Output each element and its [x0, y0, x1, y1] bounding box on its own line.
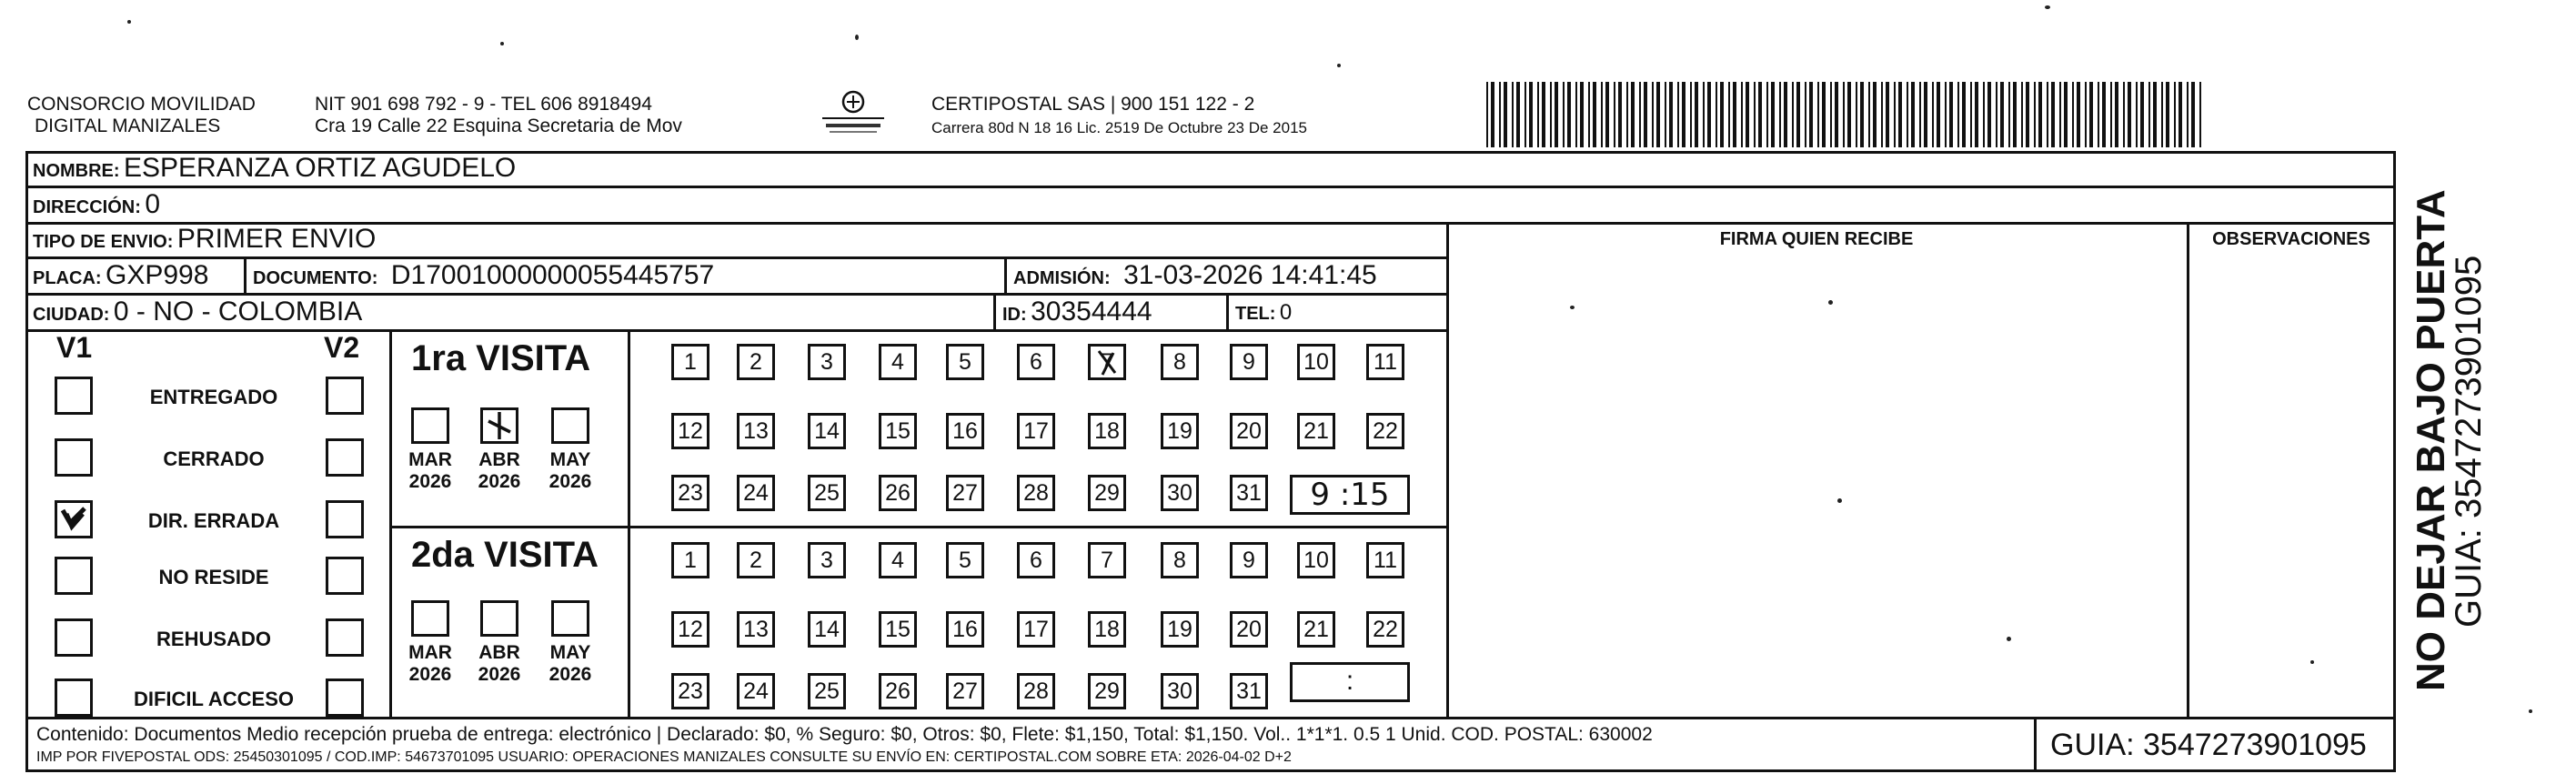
- barcode: [1483, 82, 2210, 147]
- v2-checkbox-cerrado[interactable]: [326, 438, 364, 477]
- visit1-day-12[interactable]: 12: [671, 413, 709, 449]
- tel-field: [1235, 300, 1292, 326]
- visit1-year-label: 2026: [478, 471, 521, 492]
- footer-contents: Contenido: Documentos Medio recepción prueba de entrega: electrónico | Declarado: $0, % Seguro: $0, Otros: $0, Flete: $1,150, Total: $1,150. Vol.. 1*1*1. 0.5 1 Unid. COD. POSTAL: 630002: [36, 724, 1653, 745]
- status-label-dir-errada: DIR. ERRADA: [147, 509, 280, 532]
- visit2-day-25[interactable]: 25: [808, 673, 846, 709]
- visit2-day-20[interactable]: 20: [1230, 611, 1268, 648]
- visit2-day-9[interactable]: 9: [1230, 542, 1268, 578]
- status-label-no-reside: NO RESIDE: [158, 566, 269, 588]
- visit1-day-3[interactable]: 3: [808, 344, 846, 380]
- visit1-day-5[interactable]: 5: [946, 344, 984, 380]
- courier-name: CERTIPOSTAL SAS | 900 151 122 - 2: [931, 94, 1255, 115]
- visit2-month-label: MAR: [408, 642, 452, 663]
- signature-area[interactable]: [1452, 262, 2181, 711]
- visit1-day-27[interactable]: 27: [946, 475, 984, 511]
- visit2-month-box-mar[interactable]: [411, 600, 449, 637]
- v2-checkbox-no-reside[interactable]: [326, 557, 364, 595]
- visit1-month-label: ABR: [478, 449, 520, 470]
- visit1-day-28[interactable]: 28: [1017, 475, 1055, 511]
- placa-label: PLACA:: [33, 268, 102, 288]
- v1-label: V1: [56, 331, 93, 364]
- visit2-day-13[interactable]: 13: [737, 611, 775, 648]
- visit2-title: 2da VISITA: [411, 535, 599, 575]
- ciudad-value: 0 - NO - COLOMBIA: [113, 297, 363, 327]
- visit1-day-8[interactable]: 8: [1161, 344, 1199, 380]
- visit1-day-2[interactable]: 2: [737, 344, 775, 380]
- visit1-day-29[interactable]: 29: [1088, 475, 1126, 511]
- visit1-day-24[interactable]: 24: [737, 475, 775, 511]
- tipo-envio-field: [33, 224, 376, 255]
- certipostal-logo: [817, 87, 890, 140]
- v1-checkbox-cerrado[interactable]: [55, 438, 93, 477]
- visit1-day-14[interactable]: 14: [808, 413, 846, 449]
- footer-guia: GUIA: 3547273901095: [2050, 728, 2367, 762]
- visit1-day-25[interactable]: 25: [808, 475, 846, 511]
- address-line: Cra 19 Calle 22 Esquina Secretaria de Mov: [315, 116, 682, 136]
- direccion-value: 0: [145, 189, 161, 219]
- visit1-day-7[interactable]: 7: [1088, 344, 1126, 380]
- status-label-dificil-acceso: DIFICIL ACCESO: [133, 688, 294, 710]
- id-field: [1002, 297, 1152, 327]
- visit2-day-21[interactable]: 21: [1297, 611, 1335, 648]
- v1-checkbox-entregado[interactable]: [55, 377, 93, 415]
- visit2-day-2[interactable]: 2: [737, 542, 775, 578]
- tipo-envio-value: PRIMER ENVIO: [176, 224, 377, 254]
- footer-print-info: IMP POR FIVEPOSTAL ODS: 25450301095 / COD.IMP: 54673701095 USUARIO: OPERACIONES MANIZALES CONSULTE SU ENVÍO EN: CERTIPOSTAL.COM SOBRE ETA: 2026-04-02 D+2: [36, 749, 1292, 765]
- visit1-day-9[interactable]: 9: [1230, 344, 1268, 380]
- documento-label: DOCUMENTO:: [253, 268, 378, 288]
- visit2-day-26[interactable]: 26: [879, 673, 917, 709]
- visit1-time[interactable]: 9 :15: [1290, 475, 1410, 515]
- visit2-day-8[interactable]: 8: [1161, 542, 1199, 578]
- firma-label: FIRMA QUIEN RECIBE: [1719, 229, 1914, 249]
- visit1-month-label: MAR: [408, 449, 452, 470]
- visit2-year-label: 2026: [478, 664, 521, 685]
- visit2-day-6[interactable]: 6: [1017, 542, 1055, 578]
- visit1-day-20[interactable]: 20: [1230, 413, 1268, 449]
- visit1-month-box-mar[interactable]: [411, 407, 449, 444]
- visit1-day-26[interactable]: 26: [879, 475, 917, 511]
- tipo-envio-label: TIPO DE ENVIO:: [33, 232, 174, 252]
- visit2-day-12[interactable]: 12: [671, 611, 709, 648]
- id-label: ID:: [1002, 305, 1027, 325]
- nombre-label: NOMBRE:: [33, 161, 120, 181]
- tel-label: TEL:: [1235, 304, 1276, 324]
- visit2-time[interactable]: :: [1290, 662, 1410, 702]
- visit2-day-1[interactable]: 1: [671, 542, 709, 578]
- visit1-day-11[interactable]: 11: [1366, 344, 1404, 380]
- v1-checkbox-no-reside[interactable]: [55, 557, 93, 595]
- visit2-day-30[interactable]: 30: [1161, 673, 1199, 709]
- tel-value: 0: [1279, 300, 1293, 325]
- v1-checkbox-dir-errada[interactable]: [55, 500, 93, 538]
- visit2-day-15[interactable]: 15: [879, 611, 917, 648]
- visit2-day-31[interactable]: 31: [1230, 673, 1268, 709]
- visit1-day-16[interactable]: 16: [946, 413, 984, 449]
- admision-value: 31-03-2026 14:41:45: [1123, 260, 1377, 290]
- v2-label: V2: [324, 331, 360, 364]
- visit1-day-15[interactable]: 15: [879, 413, 917, 449]
- visit1-title: 1ra VISITA: [411, 338, 591, 378]
- admision-field: [1013, 260, 1377, 291]
- visit2-month-label: MAY: [549, 642, 591, 663]
- visit2-day-5[interactable]: 5: [946, 542, 984, 578]
- visit1-day-30[interactable]: 30: [1161, 475, 1199, 511]
- ciudad-label: CIUDAD:: [33, 305, 110, 325]
- v2-checkbox-rehusado[interactable]: [326, 618, 364, 657]
- courier-address: Carrera 80d N 18 16 Lic. 2519 De Octubre 23 De 2015: [931, 119, 1307, 136]
- visit2-day-17[interactable]: 17: [1017, 611, 1055, 648]
- observations-area[interactable]: [2192, 262, 2390, 711]
- visit2-year-label: 2026: [408, 664, 452, 685]
- v1-checkbox-dificil-acceso[interactable]: [55, 678, 93, 717]
- visit2-day-28[interactable]: 28: [1017, 673, 1055, 709]
- v2-checkbox-entregado[interactable]: [326, 377, 364, 415]
- observaciones-label: OBSERVACIONES: [2212, 229, 2370, 249]
- visit1-month-box-abr[interactable]: [480, 407, 518, 444]
- visit1-day-mark: [1092, 346, 1124, 378]
- visit2-year-label: 2026: [548, 664, 592, 685]
- placa-field: [33, 260, 208, 291]
- status-label-entregado: ENTREGADO: [149, 386, 278, 408]
- visit2-day-19[interactable]: 19: [1161, 611, 1199, 648]
- visit1-day-31[interactable]: 31: [1230, 475, 1268, 511]
- visit1-day-17[interactable]: 17: [1017, 413, 1055, 449]
- visit1-day-13[interactable]: 13: [737, 413, 775, 449]
- v1-checkbox-rehusado[interactable]: [55, 618, 93, 657]
- visit2-day-11[interactable]: 11: [1366, 542, 1404, 578]
- visit1-day-23[interactable]: 23: [671, 475, 709, 511]
- org-name-line1: CONSORCIO MOVILIDAD: [27, 94, 256, 115]
- visit2-day-16[interactable]: 16: [946, 611, 984, 648]
- nit-line: NIT 901 698 792 - 9 - TEL 606 8918494: [315, 94, 652, 115]
- ciudad-field: [33, 297, 362, 327]
- visit2-day-29[interactable]: 29: [1088, 673, 1126, 709]
- visit2-day-18[interactable]: 18: [1088, 611, 1126, 648]
- visit1-day-19[interactable]: 19: [1161, 413, 1199, 449]
- visit2-month-box-may[interactable]: [551, 600, 589, 637]
- visit1-day-1[interactable]: 1: [671, 344, 709, 380]
- v2-checkbox-dir-errada[interactable]: [326, 500, 364, 538]
- visit1-day-18[interactable]: 18: [1088, 413, 1126, 449]
- visit1-year-label: 2026: [548, 471, 592, 492]
- visit2-day-4[interactable]: 4: [879, 542, 917, 578]
- visit2-day-14[interactable]: 14: [808, 611, 846, 648]
- visit2-day-22[interactable]: 22: [1366, 611, 1404, 648]
- placa-value: GXP998: [106, 260, 209, 290]
- documento-value: D17001000000055445757: [390, 260, 715, 290]
- status-label-rehusado: REHUSADO: [156, 628, 271, 650]
- visit2-day-7[interactable]: 7: [1088, 542, 1126, 578]
- visit1-day-21[interactable]: 21: [1297, 413, 1335, 449]
- org-name-line2: DIGITAL MANIZALES: [35, 116, 221, 136]
- nombre-field: [33, 153, 516, 184]
- direccion-label: DIRECCIÓN:: [33, 197, 141, 217]
- visit2-day-27[interactable]: 27: [946, 673, 984, 709]
- visit2-month-box-abr[interactable]: [480, 600, 518, 637]
- visit1-day-22[interactable]: 22: [1366, 413, 1404, 449]
- visit1-day-4[interactable]: 4: [879, 344, 917, 380]
- side-guia: GUIA: 3547273901095: [2449, 255, 2489, 628]
- admision-label: ADMISIÓN:: [1013, 268, 1111, 288]
- nombre-value: ESPERANZA ORTIZ AGUDELO: [124, 153, 517, 183]
- visit2-day-23[interactable]: 23: [671, 673, 709, 709]
- status-label-cerrado: CERRADO: [163, 447, 265, 470]
- visit2-day-10[interactable]: 10: [1297, 542, 1335, 578]
- visit1-month-label: MAY: [549, 449, 591, 470]
- visit1-day-10[interactable]: 10: [1297, 344, 1335, 380]
- direccion-field: [33, 189, 160, 220]
- visit1-month-box-may[interactable]: [551, 407, 589, 444]
- id-value: 30354444: [1031, 297, 1152, 327]
- visit1-day-6[interactable]: 6: [1017, 344, 1055, 380]
- visit2-day-24[interactable]: 24: [737, 673, 775, 709]
- visit2-day-3[interactable]: 3: [808, 542, 846, 578]
- visit1-year-label: 2026: [408, 471, 452, 492]
- no-dejar-bajo-puerta: NO DEJAR BAJO PUERTA: [2409, 189, 2453, 691]
- v2-checkbox-dificil-acceso[interactable]: [326, 678, 364, 717]
- visit2-month-label: ABR: [478, 642, 520, 663]
- documento-field: [253, 260, 714, 291]
